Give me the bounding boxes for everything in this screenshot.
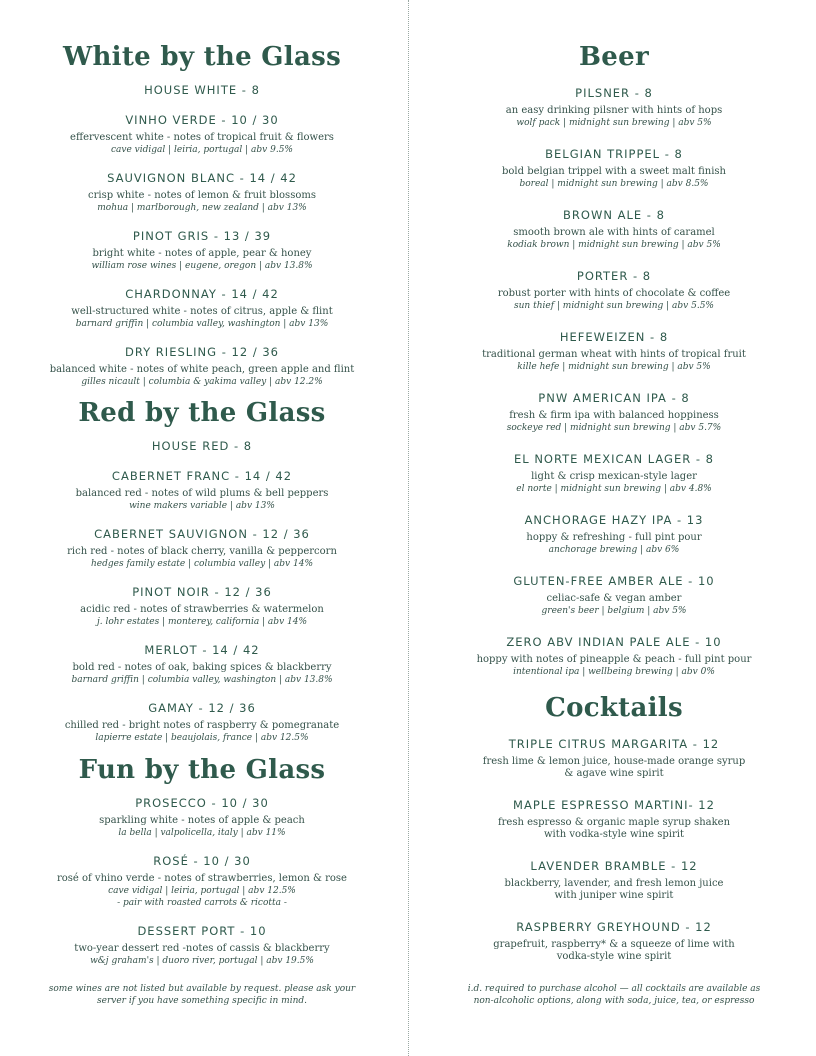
menu-item [0,171,404,214]
item-name: BELGIAN TRIPPEL - 8 [545,147,683,161]
item-name: ZERO ABV INDIAN PALE ALE - 10 [506,635,722,649]
item-name: VINHO VERDE - 10 / 30 [125,113,279,127]
menu-item [0,796,404,839]
item-detail: gilles nicault | columbia & yakima valley | abv 12.2% [81,377,323,387]
section-title-cocktails: Cocktails [545,693,683,723]
menu-item [0,643,404,686]
item-description: an easy drinking pilsner with hints of hops [505,105,723,116]
menu-item [412,452,816,495]
item-detail: mohua | marlborough, new zealand | abv 13% [97,203,307,213]
section-title-red: Red by the Glass [78,398,326,428]
item-detail: lapierre estate | beaujolais, france | abv 12.5% [95,733,309,743]
footer-note-line: i.d. required to purchase alcohol — all cocktails are available as [467,984,761,994]
section-title-beer: Beer [579,42,649,72]
menu-item [0,469,404,512]
item-name: PROSECCO - 10 / 30 [135,796,269,810]
menu-item [412,330,816,373]
item-detail: kille hefe | midnight sun brewing | abv 5% [517,362,711,372]
item-name: GAMAY - 12 / 36 [148,701,256,715]
menu-item [0,287,404,330]
item-description: robust porter with hints of chocolate & coffee [497,288,731,299]
menu-item [412,391,816,434]
item-description: traditional german wheat with hints of tropical fruit [482,349,746,360]
item-name: BROWN ALE - 8 [563,208,665,222]
item-name: RASPBERRY GREYHOUND - 12 [516,920,712,934]
item-detail: j. lohr estates | monterey, california | abv 14% [96,617,308,627]
menu-item [412,574,816,617]
item-name: PINOT GRIS - 13 / 39 [132,229,272,243]
item-description: hoppy & refreshing - full pint pour [526,532,702,543]
item-detail: anchorage brewing | abv 6% [548,545,680,555]
menu-item [412,798,816,841]
menu-item [0,924,404,967]
item-detail: cave vidigal | leiria, portugal | abv 12.5% [108,886,296,896]
item-name: ANCHORAGE HAZY IPA - 13 [524,513,704,527]
menu-item [412,208,816,251]
item-detail: boreal | midnight sun brewing | abv 8.5% [519,179,709,189]
item-description: fresh & firm ipa with balanced hoppiness [509,410,719,421]
item-name: CABERNET SAUVIGNON - 12 / 36 [94,527,310,541]
item-name: MAPLE ESPRESSO MARTINI- 12 [513,798,715,812]
item-description: acidic red - notes of strawberries & watermelon [80,604,324,615]
item-name: EL NORTE MEXICAN LAGER - 8 [514,452,714,466]
item-description: balanced white - notes of white peach, green apple and flint [49,364,355,375]
item-description: effervescent white - notes of tropical fruit & flowers [70,132,334,143]
item-detail: kodiak brown | midnight sun brewing | abv 5% [507,240,721,250]
item-detail: wine makers variable | abv 13% [129,501,275,511]
item-description: blackberry, lavender, and fresh lemon juice [504,878,724,889]
menu-item [0,439,404,453]
item-description: balanced red - notes of wild plums & bell peppers [75,488,329,499]
item-name: HEFEWEIZEN - 8 [559,330,669,344]
menu-item [412,920,816,963]
item-description: rosé of vhino verde - notes of strawberries, lemon & rose [57,873,347,884]
menu-item [412,635,816,678]
item-detail: sockeye red | midnight sun brewing | abv 5.7% [506,423,722,433]
footer-note-line: some wines are not listed but available by request. please ask your [48,984,356,994]
item-description: sparkling white - notes of apple & peach [99,815,305,826]
item-detail: william rose wines | eugene, oregon | abv 13.8% [91,261,313,271]
item-detail: cave vidigal | leiria, portugal | abv 9.5% [111,145,293,155]
item-description: rich red - notes of black cherry, vanilla & peppercorn [67,546,337,557]
menu-item [412,86,816,129]
item-name: HOUSE WHITE - 8 [144,83,260,97]
item-detail: barnard griffin | columbia valley, washington | abv 13.8% [71,675,333,685]
column-divider [408,0,409,1056]
menu-item [0,113,404,156]
item-name: PORTER - 8 [576,269,652,283]
item-detail: wolf pack | midnight sun brewing | abv 5% [516,118,712,128]
menu-item [412,147,816,190]
menu-item [0,345,404,388]
item-name: ROSÉ - 10 / 30 [153,854,251,868]
menu-item [0,585,404,628]
menu-item [412,859,816,902]
item-description: smooth brown ale with hints of caramel [513,227,715,238]
item-name: CHARDONNAY - 14 / 42 [125,287,279,301]
item-description: well-structured white - notes of citrus, apple & flint [71,306,333,317]
item-detail: w&j graham's | duoro river, portugal | abv 19.5% [90,956,314,966]
item-detail: sun thief | midnight sun brewing | abv 5.5% [514,301,714,311]
item-description: with vodka-style wine spirit [544,829,684,840]
item-name: DRY RIESLING - 12 / 36 [125,345,279,359]
item-name: DESSERT PORT - 10 [137,924,267,938]
footer-note-line: non-alcoholic options, along with soda, juice, tea, or espresso [473,996,755,1006]
item-pairing: - pair with roasted carrots & ricotta - [117,898,287,908]
menu-item [0,229,404,272]
menu-item [412,269,816,312]
item-detail: intentional ipa | wellbeing brewing | abv 0% [513,667,715,677]
item-description: & agave wine spirit [564,768,664,779]
section-title-fun: Fun by the Glass [78,755,326,785]
menu-item [0,527,404,570]
menu-item [0,701,404,744]
item-description: two-year dessert red -notes of cassis & blackberry [74,943,330,954]
item-description: bright white - notes of apple, pear & honey [92,248,312,259]
item-description: fresh lime & lemon juice, house-made orange syrup [482,756,746,767]
item-name: PILSNER - 8 [575,86,653,100]
item-name: GLUTEN-FREE AMBER ALE - 10 [513,574,715,588]
item-detail: la bella | valpolicella, italy | abv 11% [118,828,286,838]
section-title-white: White by the Glass [62,42,342,72]
menu-item [0,83,404,97]
item-name: HOUSE RED - 8 [151,439,253,453]
item-description: with juniper wine spirit [554,890,674,901]
item-name: TRIPLE CITRUS MARGARITA - 12 [508,737,720,751]
item-description: celiac-safe & vegan amber [546,593,682,604]
menu-item [412,737,816,780]
footer-note-line: server if you have something specific in mind. [97,996,307,1006]
item-description: chilled red - bright notes of raspberry & pomegranate [64,720,340,731]
item-name: MERLOT - 14 / 42 [144,643,260,657]
menu-item [412,513,816,556]
item-name: LAVENDER BRAMBLE - 12 [530,859,698,873]
item-name: CABERNET FRANC - 14 / 42 [111,469,293,483]
item-detail: hedges family estate | columbia valley | abv 14% [91,559,313,569]
item-name: PNW AMERICAN IPA - 8 [538,391,690,405]
item-description: fresh espresso & organic maple syrup shaken [497,817,731,828]
item-description: vodka-style wine spirit [556,951,672,962]
item-name: PINOT NOIR - 12 / 36 [132,585,272,599]
item-detail: barnard griffin | columbia valley, washington | abv 13% [75,319,329,329]
item-detail: green's beer | belgium | abv 5% [541,606,687,616]
item-description: crisp white - notes of lemon & fruit blossoms [88,190,316,201]
item-detail: el norte | midnight sun brewing | abv 4.8% [516,484,712,494]
item-description: grapefruit, raspberry* & a squeeze of lime with [493,939,735,950]
item-name: SAUVIGNON BLANC - 14 / 42 [107,171,297,185]
footer-note [0,983,404,1007]
item-description: hoppy with notes of pineapple & peach - full pint pour [476,654,752,665]
menu-item [0,854,404,909]
item-description: light & crisp mexican-style lager [531,471,697,482]
item-description: bold belgian trippel with a sweet malt finish [502,166,726,177]
footer-note [412,983,816,1007]
item-description: bold red - notes of oak, baking spices & blackberry [72,662,332,673]
